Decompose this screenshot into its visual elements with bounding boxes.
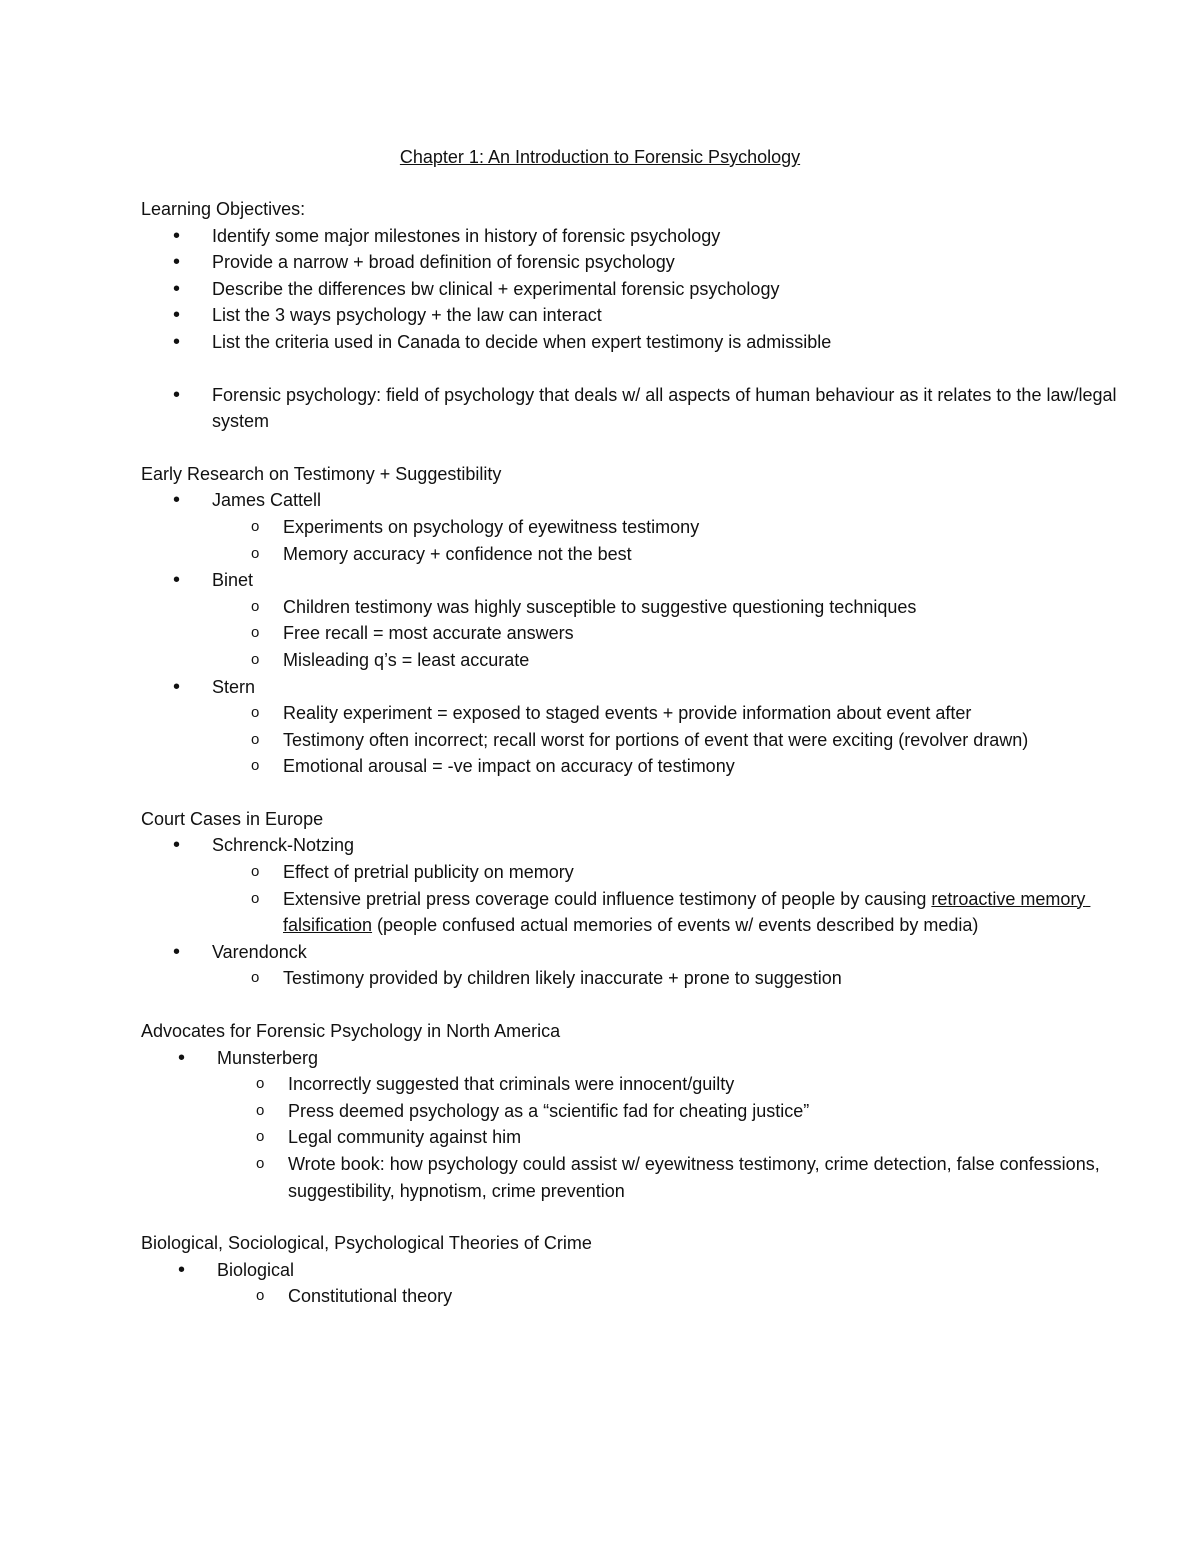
sub-list-item: o Free recall = most accurate answers xyxy=(141,620,1141,647)
sub-list-item: o Testimony provided by children likely inaccurate + prone to suggestion xyxy=(141,965,1141,992)
learning-objectives-heading: Learning Objectives: xyxy=(141,199,306,219)
text-after-term: (people confused actual memories of events w/ events described by media) xyxy=(372,915,979,936)
list-item: • Identify some major milestones in history of forensic psychology xyxy=(141,223,1141,250)
page-title: Chapter 1: An Introduction to Forensic Psychology xyxy=(399,147,801,167)
underlined-term: retroactive memory falsification xyxy=(283,888,1091,936)
sub-list-item: o Emotional arousal = -ve impact on accuracy of testimony xyxy=(141,753,1141,780)
list-item: • Munsterberg xyxy=(141,1045,1141,1072)
sub-list-item: o Constitutional theory xyxy=(141,1283,1141,1310)
text-before-term: Extensive pretrial press coverage could influence testimony of people by causing xyxy=(283,888,927,909)
sub-list-item: o Effect of pretrial publicity on memory xyxy=(141,859,1141,886)
section-heading-early-research: Early Research on Testimony + Suggestibility xyxy=(141,463,502,484)
list-item: • Binet xyxy=(141,567,1141,594)
list-item: • Stern xyxy=(141,674,1141,701)
list-item: • Describe the differences bw clinical + experimental forensic psychology xyxy=(141,276,1141,303)
sub-list-item: o Legal community against him xyxy=(141,1124,1141,1151)
sub-list-item: o Experiments on psychology of eyewitness testimony xyxy=(141,514,1141,541)
sub-list-item xyxy=(141,886,1141,939)
section-heading-advocates: Advocates for Forensic Psychology in North America xyxy=(141,1021,561,1042)
document-body xyxy=(141,196,1141,1310)
sub-list-item: o Testimony often incorrect; recall worst for portions of event that were exciting (revolver drawn) xyxy=(141,727,1141,754)
list-item: • Biological xyxy=(141,1257,1141,1284)
list-item: • List the 3 ways psychology + the law can interact xyxy=(141,302,1141,329)
list-item: • Provide a narrow + broad definition of forensic psychology xyxy=(141,249,1141,276)
sub-list-item: o Incorrectly suggested that criminals were innocent/guilty xyxy=(141,1071,1141,1098)
section-heading-theories: Biological, Sociological, Psychological Theories of Crime xyxy=(141,1233,592,1254)
section-heading-court-cases: Court Cases in Europe xyxy=(141,808,324,829)
sub-list-item: o Children testimony was highly susceptible to suggestive questioning techniques xyxy=(141,594,1141,621)
sub-list-item: o Wrote book: how psychology could assist w/ eyewitness testimony, crime detection, false confessions, suggestibility, hypnotism, crime prevention xyxy=(141,1151,1141,1204)
list-item: • Varendonck xyxy=(141,939,1141,966)
definition-item: • Forensic psychology: field of psychology that deals w/ all aspects of human behaviour as it relates to the law/legal system xyxy=(141,382,1141,435)
sub-list-item: o Press deemed psychology as a “scientific fad for cheating justice” xyxy=(141,1098,1141,1125)
list-item: • James Cattell xyxy=(141,487,1141,514)
sub-list-item: o Misleading q’s = least accurate xyxy=(141,647,1141,674)
sub-list-item: o Memory accuracy + confidence not the best xyxy=(141,541,1141,568)
list-item: • List the criteria used in Canada to decide when expert testimony is admissible xyxy=(141,329,1141,356)
list-item: • Schrenck-Notzing xyxy=(141,832,1141,859)
sub-list-item: o Reality experiment = exposed to staged events + provide information about event after xyxy=(141,700,1141,727)
